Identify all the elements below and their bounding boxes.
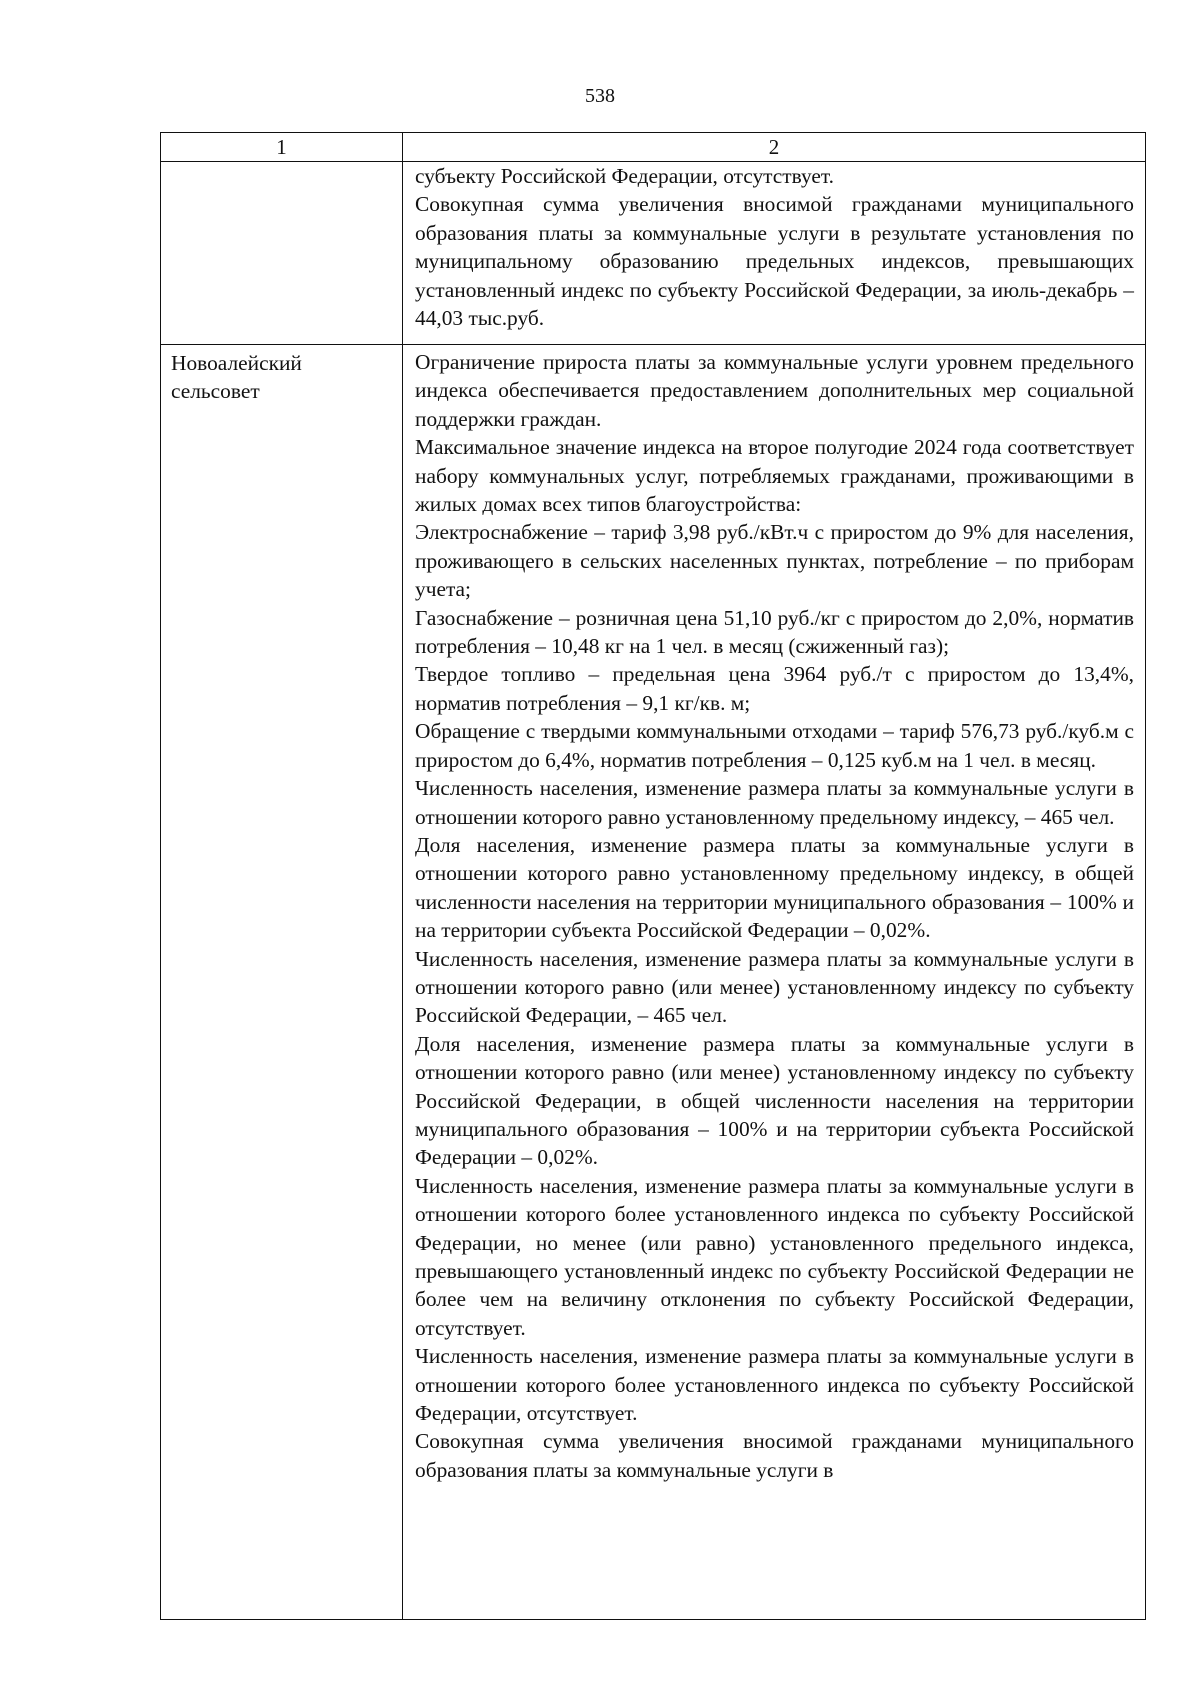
- page-number: 538: [585, 85, 615, 107]
- paragraph: Совокупная сумма увеличения вносимой гражданами муниципального образования платы за коммунальные услуги в результате установления по муниципальному образованию предельных индексов, превышающих установленный индекс по субъекту Российской Федерации, за июль-декабрь – 44,03 тыс.руб.: [415, 192, 1134, 331]
- paragraph: Максимальное значение индекса на второе полугодие 2024 года соответствует набору коммунальных услуг, потребляемых гражданами, проживающими в жилых домах всех типов благоустройства:: [415, 435, 1134, 517]
- paragraph: Доля населения, изменение размера платы за коммунальные услуги в отношении которого равно (или менее) установленному индексу по субъекту Российской Федерации, в общей численности населения на территории муниципального образования – 100% и на территории субъекта Российской Федерации – 0,02%.: [415, 1031, 1134, 1170]
- paragraph: Обращение с твердыми коммунальными отходами – тариф 576,73 руб./куб.м с приростом до 6,4%, норматив потребления – 0,125 куб.м на 1 чел. в месяц.: [415, 719, 1134, 772]
- paragraph: Численность населения, изменение размера платы за коммунальные услуги в отношении которого более установленного индекса по субъекту Российской Федерации, но менее (или равно) установленного предельного индекса, превышающего установленный индекс по субъекту Российской Федерации не более чем на величину отклонения по субъекту Российской Федерации, отсутствует.: [415, 1173, 1134, 1340]
- paragraph: Газоснабжение – розничная цена 51,10 руб./кг с приростом до 2,0%, норматив потребления – 10,48 кг на 1 чел. в месяц (сжиженный газ);: [415, 605, 1134, 659]
- paragraph: Доля населения, изменение размера платы за коммунальные услуги в отношении которого равно установленному предельному индексу, в общей численности населения на территории муниципального образования – 100% и на территории субъекта Российской Федерации – 0,02%.: [415, 832, 1134, 943]
- description-cell: [403, 345, 1146, 1620]
- description-cell: [403, 162, 1146, 345]
- paragraph: Численность населения, изменение размера платы за коммунальные услуги в отношении которого более установленного индекса по субъекту Российской Федерации, отсутствует.: [415, 1344, 1134, 1426]
- municipality-cell: [161, 162, 403, 345]
- column-header-2: 2: [403, 133, 1146, 162]
- paragraph: Электроснабжение – тариф 3,98 руб./кВт.ч с приростом до 9% для населения, проживающего в сельских населенных пунктах, потребление – по приборам учета;: [415, 520, 1134, 602]
- table-row: [161, 345, 1146, 1620]
- paragraph: Твердое топливо – предельная цена 3964 руб./т с приростом до 13,4%, норматив потребления – 9,1 кг/кв. м;: [415, 662, 1134, 715]
- table-header-row: [161, 133, 1146, 162]
- document-table: [160, 132, 1146, 1620]
- table-row: [161, 162, 1146, 345]
- column-header-1: 1: [161, 133, 403, 162]
- municipality-name: Новоалейский сельсовет: [171, 351, 302, 404]
- paragraph: Численность населения, изменение размера платы за коммунальные услуги в отношении которого равно (или менее) установленному индексу по субъекту Российской Федерации, – 465 чел.: [415, 946, 1134, 1028]
- municipality-name: [161, 162, 402, 166]
- paragraph: Численность населения, изменение размера платы за коммунальные услуги в отношении которого равно установленному предельному индексу, – 465 чел.: [415, 776, 1134, 829]
- paragraph: субъекту Российской Федерации, отсутствует.: [415, 164, 834, 188]
- municipality-cell: [161, 345, 403, 1620]
- paragraph: Ограничение прироста платы за коммунальные услуги уровнем предельного индекса обеспечивается предоставлением дополнительных мер социальной поддержки граждан.: [415, 350, 1134, 431]
- paragraph: Совокупная сумма увеличения вносимой гражданами муниципального образования платы за коммунальные услуги в: [415, 1429, 1134, 1482]
